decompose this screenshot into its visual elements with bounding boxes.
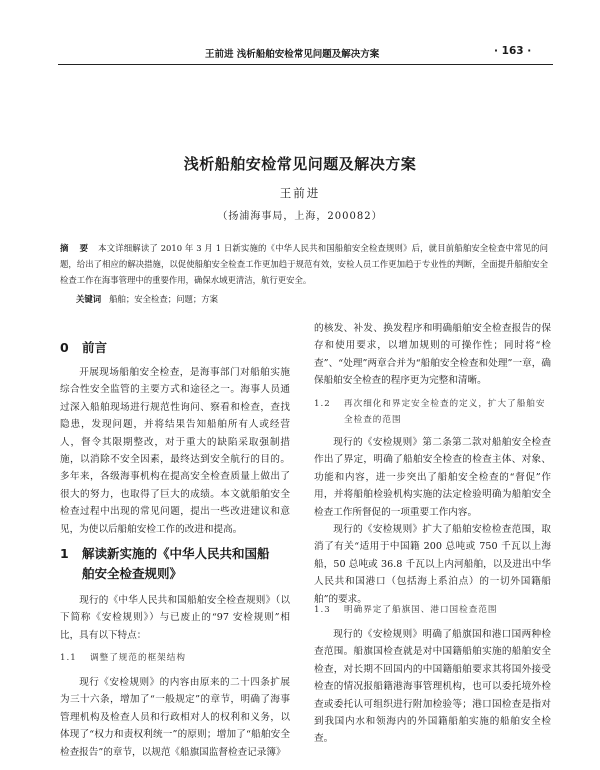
paragraph: 开展现场船舶安全检查，是海事部门对船舶实施综合性安全监管的主要方式和途径之一。海事人员通过深入船舶现场进行规范性询问、察看和检查，查找隐患，发现问题，并将结果告知船舶所有人或经营人，督令其限期整改，对于重大的缺陷采取强制措施，以消除不安全因素，最终达到安全航行的目的。多年来，各级海事机构在提高安全检查质量上做出了很大的努力，也取得了巨大的成绩。本文就船舶安全检查过程中出现的常见问题，提出一些改进建议和意见，为使以后船舶安检工作的改进和提高。 — [60, 367, 290, 535]
section-1-1-title: 调整了规范的框架结构 — [90, 653, 186, 663]
paragraph: 现行的《中华人民共和国船舶安全检查规则》（以下简称《安检规则》）与已废止的“97 安检规则”相比，具有以下特点： — [60, 595, 290, 641]
header-rule — [58, 64, 553, 65]
section-1-2-heading — [314, 396, 551, 428]
section-1-heading — [60, 544, 290, 584]
section-0-title: 前言 — [82, 340, 108, 355]
keywords — [76, 293, 218, 305]
paragraph: 的核发、补发、换发程序和明确船舶安全检查报告的保存和使用要求，以增加规则的可操作性；同时将“检查”、“处理”两章合并为“船舶安全检查和处理”一章，确保船舶安全检查的程序更为完整和清晰。 — [314, 323, 551, 387]
section-1-number: 1 — [60, 546, 69, 561]
running-title: 王前进 浅析船舶安检常见问题及解决方案 — [205, 49, 380, 60]
continued-paragraph — [314, 320, 551, 390]
paragraph: 现行的《安检规则》扩大了船舶安检检查范围，取消了有关“适用于中国籍 200 总吨或 750 千瓦以上海船，50 总吨或 36.8 千瓦以上内河船舶，以及进出中华人民共和国港口（包括海上系泊点）的一切外国籍船舶”的要求。 — [314, 524, 551, 605]
section-1-2-number: 1.2 — [314, 399, 331, 409]
section-1-3-title: 明确界定了船旗国、港口国检查范围 — [344, 605, 498, 615]
section-1-2-body — [314, 434, 551, 608]
page-number: · 163 · — [494, 45, 532, 57]
running-header — [0, 46, 600, 64]
section-1-1-number: 1.1 — [60, 653, 77, 663]
section-1-title-line-1: 解读新实施的《中华人民共和国船 — [82, 546, 270, 561]
article-title: 浅析船舶安检常见问题及解决方案 — [183, 155, 417, 173]
section-1-1-body — [60, 674, 290, 761]
section-1-2-title-line-2: 全检查的范围 — [344, 415, 402, 425]
keywords-text: 船舶；安全检查；问题；方案 — [109, 294, 218, 304]
section-1-title-line-2: 舶安全检查规则》 — [82, 566, 183, 581]
section-1-3-heading — [314, 602, 498, 618]
paragraph: 现行的《安检规则》明确了船旗国和港口国两种检查范围。船旗国检查就是对中国籍船舶实施的船舶安全检查，对长期不回国内的中国籍船舶要求其将国外接受检查的情况报船籍港海事管理机构，也可以委托境外检查或委托认可组织进行附加检验等；港口国检查是指对到我国内水和领海内的外国籍船舶实施的船舶安全检查。 — [314, 629, 551, 745]
author-affiliation: （扬浦海事局，上海，200082） — [217, 211, 383, 222]
section-1-body — [60, 592, 290, 644]
abstract-text: 本文详细解读了 2010 年 3 月 1 日新实施的《中华人民共和国船舶安全检查规则》后，就目前船舶安全检查中常见的问题，给出了相应的解决措施，以促使船舶安全检查工作更加趋于规范有效，安检人员工作更加趋于专业性的判断，全面提升船舶安全检查工作在海事管理中的重要作用，确保水域更清洁，航行更安全。 — [60, 243, 548, 285]
paragraph: 现行《安检规则》的内容由原来的二十四条扩展为三十六条，增加了“一般规定”的章节，明确了海事管理机构及检查人员和行政相对人的权利和义务，以体现了“权力和责权利统一”的原则；增加了“船舶安全检查报告”的章节，以规范《船旗国监督检查记录簿》 — [60, 677, 290, 758]
section-0-body — [60, 364, 290, 538]
section-1-3-number: 1.3 — [314, 605, 331, 615]
keywords-label: 关键词 — [76, 294, 102, 304]
section-1-1-heading — [60, 650, 186, 666]
section-1-3-body — [314, 626, 551, 748]
abstract — [60, 240, 548, 288]
author-name: 王前进 — [279, 186, 321, 200]
paragraph: 现行的《安检规则》第二条第二款对船舶安全检查作出了界定，明确了船舶安全检查的检查主体、对象、功能和内容，进一步突出了船舶安全检查的“督促”作用，并将船舶检验机构实施的法定检验明确为船舶安全检查工作所督促的一项重要工作内容。 — [314, 437, 551, 518]
abstract-label: 摘 要 — [60, 243, 93, 253]
section-0-number: 0 — [60, 340, 69, 355]
section-0-heading — [60, 338, 107, 356]
section-1-2-title-line-1: 再次细化和界定安全检查的定义，扩大了船舶安 — [344, 399, 546, 409]
